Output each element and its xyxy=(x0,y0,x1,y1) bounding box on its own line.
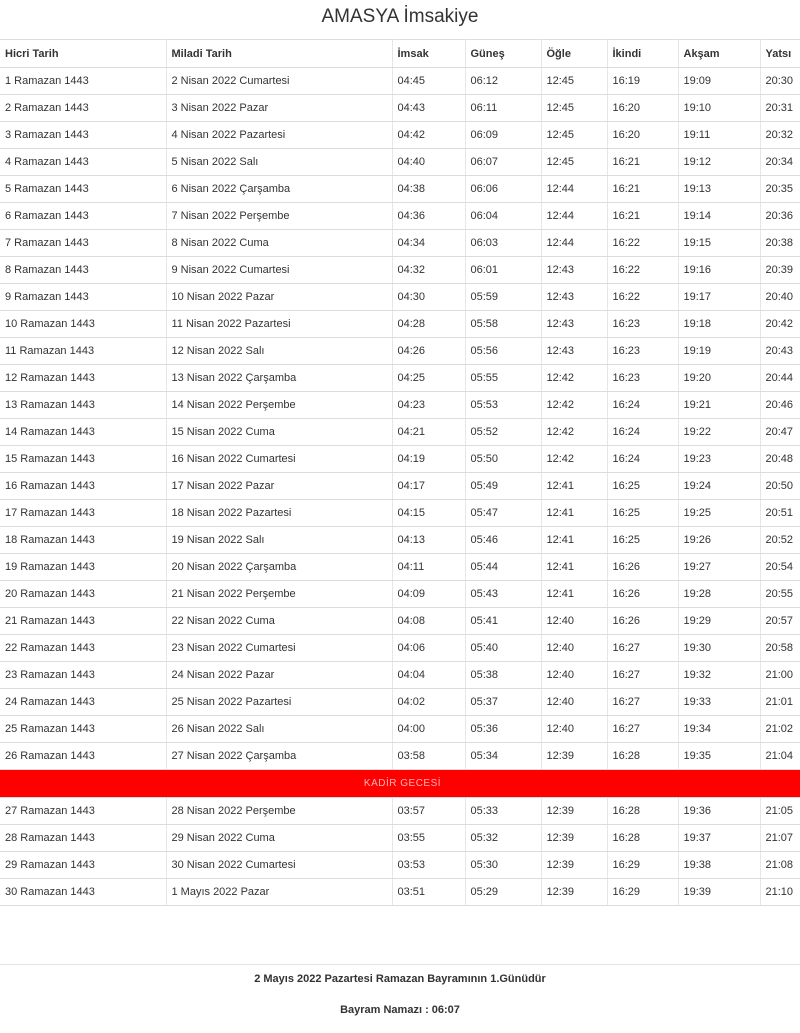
table-cell: 16:29 xyxy=(607,879,678,906)
table-cell: 16:27 xyxy=(607,689,678,716)
table-cell: 7 Nisan 2022 Perşembe xyxy=(166,203,392,230)
table-cell: 16:23 xyxy=(607,311,678,338)
table-cell: 19:34 xyxy=(678,716,760,743)
table-cell: 18 Ramazan 1443 xyxy=(0,527,166,554)
table-cell: 12:43 xyxy=(541,338,607,365)
table-cell: 12:41 xyxy=(541,527,607,554)
table-cell: 20:42 xyxy=(760,311,800,338)
table-cell: 8 Ramazan 1443 xyxy=(0,257,166,284)
table-cell: 21:00 xyxy=(760,662,800,689)
table-cell: 19 Ramazan 1443 xyxy=(0,554,166,581)
table-cell: 16:28 xyxy=(607,743,678,770)
table-cell: 27 Nisan 2022 Çarşamba xyxy=(166,743,392,770)
table-cell: 12:44 xyxy=(541,176,607,203)
table-cell: 04:40 xyxy=(392,149,465,176)
table-cell: 19:25 xyxy=(678,500,760,527)
table-cell: 04:11 xyxy=(392,554,465,581)
table-cell: 5 Nisan 2022 Salı xyxy=(166,149,392,176)
header-aksam: Akşam xyxy=(678,40,760,68)
table-cell: 03:57 xyxy=(392,798,465,825)
table-cell: 20:47 xyxy=(760,419,800,446)
table-cell: 16:23 xyxy=(607,338,678,365)
table-cell: 19:39 xyxy=(678,879,760,906)
table-cell: 21:07 xyxy=(760,825,800,852)
table-cell: 04:09 xyxy=(392,581,465,608)
table-row xyxy=(0,311,800,338)
table-cell: 16:28 xyxy=(607,798,678,825)
table-cell: 9 Ramazan 1443 xyxy=(0,284,166,311)
table-cell: 04:19 xyxy=(392,446,465,473)
table-cell: 8 Nisan 2022 Cuma xyxy=(166,230,392,257)
table-cell: 12:40 xyxy=(541,689,607,716)
table-cell: 19:24 xyxy=(678,473,760,500)
table-cell: 05:58 xyxy=(465,311,541,338)
table-cell: 16:24 xyxy=(607,419,678,446)
table-cell: 04:15 xyxy=(392,500,465,527)
table-cell: 05:53 xyxy=(465,392,541,419)
table-cell: 6 Nisan 2022 Çarşamba xyxy=(166,176,392,203)
table-cell: 20:51 xyxy=(760,500,800,527)
table-cell: 04:21 xyxy=(392,419,465,446)
table-row xyxy=(0,419,800,446)
table-cell: 5 Ramazan 1443 xyxy=(0,176,166,203)
table-cell: 28 Nisan 2022 Perşembe xyxy=(166,798,392,825)
table-cell: 12:39 xyxy=(541,825,607,852)
table-cell: 19:23 xyxy=(678,446,760,473)
table-cell: 20:35 xyxy=(760,176,800,203)
table-cell: 12:39 xyxy=(541,743,607,770)
table-cell: 05:37 xyxy=(465,689,541,716)
table-cell: 17 Ramazan 1443 xyxy=(0,500,166,527)
table-cell: 04:30 xyxy=(392,284,465,311)
table-cell: 16:22 xyxy=(607,284,678,311)
table-row xyxy=(0,608,800,635)
table-cell: 16:20 xyxy=(607,122,678,149)
table-cell: 06:11 xyxy=(465,95,541,122)
table-cell: 05:56 xyxy=(465,338,541,365)
footer-divider xyxy=(0,964,800,965)
table-cell: 05:40 xyxy=(465,635,541,662)
table-cell: 23 Nisan 2022 Cumartesi xyxy=(166,635,392,662)
table-cell: 20:30 xyxy=(760,68,800,95)
table-cell: 12:41 xyxy=(541,473,607,500)
table-cell: 16:21 xyxy=(607,203,678,230)
header-imsak: İmsak xyxy=(392,40,465,68)
table-cell: 19:37 xyxy=(678,825,760,852)
table-cell: 20:52 xyxy=(760,527,800,554)
table-cell: 30 Nisan 2022 Cumartesi xyxy=(166,852,392,879)
table-row xyxy=(0,149,800,176)
table-row xyxy=(0,257,800,284)
table-cell: 20:46 xyxy=(760,392,800,419)
table-cell: 19:10 xyxy=(678,95,760,122)
table-cell: 10 Ramazan 1443 xyxy=(0,311,166,338)
table-cell: 21:10 xyxy=(760,879,800,906)
table-cell: 06:03 xyxy=(465,230,541,257)
table-cell: 20:54 xyxy=(760,554,800,581)
table-cell: 05:49 xyxy=(465,473,541,500)
table-row xyxy=(0,95,800,122)
table-cell: 1 Mayıs 2022 Pazar xyxy=(166,879,392,906)
table-cell: 19:18 xyxy=(678,311,760,338)
table-cell: 12:40 xyxy=(541,608,607,635)
table-cell: 20:36 xyxy=(760,203,800,230)
imsakiye-table xyxy=(0,39,800,906)
table-cell: 12:42 xyxy=(541,419,607,446)
table-cell: 05:30 xyxy=(465,852,541,879)
table-cell: 17 Nisan 2022 Pazar xyxy=(166,473,392,500)
table-cell: 19:09 xyxy=(678,68,760,95)
table-cell: 16:22 xyxy=(607,230,678,257)
table-cell: 20:34 xyxy=(760,149,800,176)
table-cell: 04:08 xyxy=(392,608,465,635)
table-cell: 16:26 xyxy=(607,581,678,608)
table-cell: 16:29 xyxy=(607,852,678,879)
table-cell: 04:23 xyxy=(392,392,465,419)
table-cell: 18 Nisan 2022 Pazartesi xyxy=(166,500,392,527)
table-cell: 03:58 xyxy=(392,743,465,770)
header-miladi-tarih: Miladi Tarih xyxy=(166,40,392,68)
table-cell: 05:44 xyxy=(465,554,541,581)
table-cell: 20 Ramazan 1443 xyxy=(0,581,166,608)
bayram-namazi: Bayram Namazı : 06:07 xyxy=(340,1004,460,1016)
table-row xyxy=(0,581,800,608)
table-cell: 04:45 xyxy=(392,68,465,95)
table-cell: 16:25 xyxy=(607,473,678,500)
table-cell: 03:55 xyxy=(392,825,465,852)
table-cell: 2 Nisan 2022 Cumartesi xyxy=(166,68,392,95)
table-cell: 12:44 xyxy=(541,203,607,230)
table-cell: 19:17 xyxy=(678,284,760,311)
table-cell: 05:41 xyxy=(465,608,541,635)
table-cell: 12:45 xyxy=(541,122,607,149)
table-cell: 20:31 xyxy=(760,95,800,122)
table-cell: 20 Nisan 2022 Çarşamba xyxy=(166,554,392,581)
table-cell: 04:26 xyxy=(392,338,465,365)
table-row xyxy=(0,176,800,203)
table-cell: 16 Nisan 2022 Cumartesi xyxy=(166,446,392,473)
table-cell: 05:33 xyxy=(465,798,541,825)
table-cell: 14 Nisan 2022 Perşembe xyxy=(166,392,392,419)
table-body-highlight xyxy=(0,770,800,798)
table-body-after xyxy=(0,798,800,906)
table-cell: 05:38 xyxy=(465,662,541,689)
table-cell: 21:08 xyxy=(760,852,800,879)
table-row xyxy=(0,743,800,770)
table-cell: 05:34 xyxy=(465,743,541,770)
table-cell: 3 Ramazan 1443 xyxy=(0,122,166,149)
table-cell: 22 Ramazan 1443 xyxy=(0,635,166,662)
table-cell: 11 Ramazan 1443 xyxy=(0,338,166,365)
table-row xyxy=(0,500,800,527)
table-cell: 4 Ramazan 1443 xyxy=(0,149,166,176)
table-cell: 04:02 xyxy=(392,689,465,716)
table-cell: 15 Nisan 2022 Cuma xyxy=(166,419,392,446)
table-cell: 27 Ramazan 1443 xyxy=(0,798,166,825)
table-cell: 05:32 xyxy=(465,825,541,852)
table-cell: 19:35 xyxy=(678,743,760,770)
table-cell: 19:27 xyxy=(678,554,760,581)
table-cell: 05:47 xyxy=(465,500,541,527)
table-cell: 10 Nisan 2022 Pazar xyxy=(166,284,392,311)
header-ogle: Öğle xyxy=(541,40,607,68)
table-cell: 20:43 xyxy=(760,338,800,365)
bayram-note: 2 Mayıs 2022 Pazartesi Ramazan Bayramının 1.Günüdür xyxy=(254,973,546,985)
kadir-gecesi-row xyxy=(0,770,800,798)
table-cell: 16:27 xyxy=(607,662,678,689)
table-row xyxy=(0,879,800,906)
table-row xyxy=(0,662,800,689)
table-cell: 04:42 xyxy=(392,122,465,149)
table-row xyxy=(0,852,800,879)
table-cell: 12:44 xyxy=(541,230,607,257)
table-cell: 21:04 xyxy=(760,743,800,770)
table-cell: 19:21 xyxy=(678,392,760,419)
table-cell: 19:33 xyxy=(678,689,760,716)
table-cell: 19:19 xyxy=(678,338,760,365)
table-cell: 21:02 xyxy=(760,716,800,743)
table-cell: 05:55 xyxy=(465,365,541,392)
table-cell: 04:00 xyxy=(392,716,465,743)
table-cell: 05:59 xyxy=(465,284,541,311)
table-header-row xyxy=(0,40,800,68)
table-cell: 03:51 xyxy=(392,879,465,906)
table-cell: 16:21 xyxy=(607,149,678,176)
table-cell: 22 Nisan 2022 Cuma xyxy=(166,608,392,635)
table-cell: 12:40 xyxy=(541,635,607,662)
table-cell: 12:43 xyxy=(541,257,607,284)
table-cell: 16:27 xyxy=(607,716,678,743)
table-cell: 26 Nisan 2022 Salı xyxy=(166,716,392,743)
table-cell: 19:29 xyxy=(678,608,760,635)
table-cell: 19:30 xyxy=(678,635,760,662)
table-cell: 3 Nisan 2022 Pazar xyxy=(166,95,392,122)
table-row xyxy=(0,230,800,257)
table-cell: 03:53 xyxy=(392,852,465,879)
table-row xyxy=(0,203,800,230)
table-cell: 21:01 xyxy=(760,689,800,716)
table-cell: 04:43 xyxy=(392,95,465,122)
table-cell: 04:28 xyxy=(392,311,465,338)
table-cell: 19:20 xyxy=(678,365,760,392)
table-cell: 12:40 xyxy=(541,662,607,689)
table-cell: 20:40 xyxy=(760,284,800,311)
table-cell: 16:24 xyxy=(607,392,678,419)
table-cell: 19 Nisan 2022 Salı xyxy=(166,527,392,554)
table-cell: 12:43 xyxy=(541,284,607,311)
table-cell: 1 Ramazan 1443 xyxy=(0,68,166,95)
table-cell: 4 Nisan 2022 Pazartesi xyxy=(166,122,392,149)
table-body-before xyxy=(0,68,800,770)
table-row xyxy=(0,527,800,554)
table-cell: 06:01 xyxy=(465,257,541,284)
table-cell: 19:32 xyxy=(678,662,760,689)
table-cell: 06:12 xyxy=(465,68,541,95)
table-cell: 19:36 xyxy=(678,798,760,825)
table-cell: 29 Ramazan 1443 xyxy=(0,852,166,879)
table-cell: 20:44 xyxy=(760,365,800,392)
table-cell: 26 Ramazan 1443 xyxy=(0,743,166,770)
table-cell: 13 Nisan 2022 Çarşamba xyxy=(166,365,392,392)
header-yatsi: Yatsı xyxy=(760,40,800,68)
table-cell: 16:23 xyxy=(607,365,678,392)
table-row xyxy=(0,446,800,473)
table-cell: 04:13 xyxy=(392,527,465,554)
table-cell: 9 Nisan 2022 Cumartesi xyxy=(166,257,392,284)
table-cell: 12:43 xyxy=(541,311,607,338)
table-cell: 06:06 xyxy=(465,176,541,203)
table-cell: 12:42 xyxy=(541,392,607,419)
table-cell: 20:32 xyxy=(760,122,800,149)
table-cell: 04:06 xyxy=(392,635,465,662)
table-cell: 21 Ramazan 1443 xyxy=(0,608,166,635)
page-title: AMASYA İmsakiye xyxy=(321,6,479,27)
table-cell: 04:34 xyxy=(392,230,465,257)
table-cell: 16:25 xyxy=(607,500,678,527)
table-row xyxy=(0,798,800,825)
table-row xyxy=(0,338,800,365)
table-cell: 19:12 xyxy=(678,149,760,176)
table-row xyxy=(0,554,800,581)
table-cell: 20:38 xyxy=(760,230,800,257)
header-hicri-tarih: Hicri Tarih xyxy=(0,40,166,68)
table-cell: 25 Ramazan 1443 xyxy=(0,716,166,743)
table-cell: 25 Nisan 2022 Pazartesi xyxy=(166,689,392,716)
table-cell: 16:27 xyxy=(607,635,678,662)
table-cell: 19:38 xyxy=(678,852,760,879)
table-cell: 21 Nisan 2022 Perşembe xyxy=(166,581,392,608)
table-cell: 12:45 xyxy=(541,149,607,176)
table-cell: 16:19 xyxy=(607,68,678,95)
table-cell: 04:36 xyxy=(392,203,465,230)
table-row xyxy=(0,716,800,743)
table-cell: 12:42 xyxy=(541,365,607,392)
table-row xyxy=(0,825,800,852)
table-row xyxy=(0,284,800,311)
table-cell: 12:39 xyxy=(541,798,607,825)
table-cell: 15 Ramazan 1443 xyxy=(0,446,166,473)
table-cell: 19:22 xyxy=(678,419,760,446)
table-row xyxy=(0,68,800,95)
table-row xyxy=(0,473,800,500)
table-cell: 19:28 xyxy=(678,581,760,608)
table-cell: 16:26 xyxy=(607,554,678,581)
table-cell: 28 Ramazan 1443 xyxy=(0,825,166,852)
table-cell: 04:17 xyxy=(392,473,465,500)
table-cell: 04:38 xyxy=(392,176,465,203)
table-cell: 05:36 xyxy=(465,716,541,743)
table-row xyxy=(0,392,800,419)
table-cell: 05:52 xyxy=(465,419,541,446)
table-cell: 12:42 xyxy=(541,446,607,473)
table-cell: 04:04 xyxy=(392,662,465,689)
table-row xyxy=(0,365,800,392)
table-cell: 24 Ramazan 1443 xyxy=(0,689,166,716)
table-cell: 30 Ramazan 1443 xyxy=(0,879,166,906)
table-cell: 13 Ramazan 1443 xyxy=(0,392,166,419)
table-cell: 20:57 xyxy=(760,608,800,635)
table-cell: 19:14 xyxy=(678,203,760,230)
table-cell: 14 Ramazan 1443 xyxy=(0,419,166,446)
table-cell: 11 Nisan 2022 Pazartesi xyxy=(166,311,392,338)
table-cell: 16:28 xyxy=(607,825,678,852)
table-cell: 19:11 xyxy=(678,122,760,149)
table-cell: 20:50 xyxy=(760,473,800,500)
table-cell: 7 Ramazan 1443 xyxy=(0,230,166,257)
table-cell: 19:26 xyxy=(678,527,760,554)
table-cell: 12:41 xyxy=(541,554,607,581)
kadir-gecesi-label: KADİR GECESİ xyxy=(0,770,800,798)
table-row xyxy=(0,122,800,149)
table-row xyxy=(0,635,800,662)
table-cell: 21:05 xyxy=(760,798,800,825)
table-cell: 19:15 xyxy=(678,230,760,257)
table-row xyxy=(0,689,800,716)
table-cell: 04:25 xyxy=(392,365,465,392)
table-cell: 12:39 xyxy=(541,879,607,906)
table-cell: 12:40 xyxy=(541,716,607,743)
table-cell: 16:20 xyxy=(607,95,678,122)
table-cell: 16:25 xyxy=(607,527,678,554)
table-cell: 12 Ramazan 1443 xyxy=(0,365,166,392)
table-cell: 12:41 xyxy=(541,500,607,527)
table-cell: 16:21 xyxy=(607,176,678,203)
table-cell: 06:07 xyxy=(465,149,541,176)
table-cell: 29 Nisan 2022 Cuma xyxy=(166,825,392,852)
table-cell: 16:26 xyxy=(607,608,678,635)
table-cell: 06:04 xyxy=(465,203,541,230)
table-cell: 12:45 xyxy=(541,95,607,122)
table-cell: 24 Nisan 2022 Pazar xyxy=(166,662,392,689)
table-cell: 16 Ramazan 1443 xyxy=(0,473,166,500)
header-gunes: Güneş xyxy=(465,40,541,68)
table-cell: 19:16 xyxy=(678,257,760,284)
table-cell: 23 Ramazan 1443 xyxy=(0,662,166,689)
table-cell: 2 Ramazan 1443 xyxy=(0,95,166,122)
table-cell: 16:24 xyxy=(607,446,678,473)
table-cell: 12 Nisan 2022 Salı xyxy=(166,338,392,365)
table-cell: 20:39 xyxy=(760,257,800,284)
table-cell: 12:45 xyxy=(541,68,607,95)
table-cell: 20:55 xyxy=(760,581,800,608)
table-cell: 12:41 xyxy=(541,581,607,608)
table-cell: 05:29 xyxy=(465,879,541,906)
table-cell: 20:48 xyxy=(760,446,800,473)
header-ikindi: İkindi xyxy=(607,40,678,68)
table-cell: 05:50 xyxy=(465,446,541,473)
table-cell: 19:13 xyxy=(678,176,760,203)
table-cell: 20:58 xyxy=(760,635,800,662)
table-cell: 05:43 xyxy=(465,581,541,608)
table-cell: 6 Ramazan 1443 xyxy=(0,203,166,230)
table-cell: 04:32 xyxy=(392,257,465,284)
table-cell: 16:22 xyxy=(607,257,678,284)
table-cell: 06:09 xyxy=(465,122,541,149)
table-cell: 12:39 xyxy=(541,852,607,879)
table-cell: 05:46 xyxy=(465,527,541,554)
